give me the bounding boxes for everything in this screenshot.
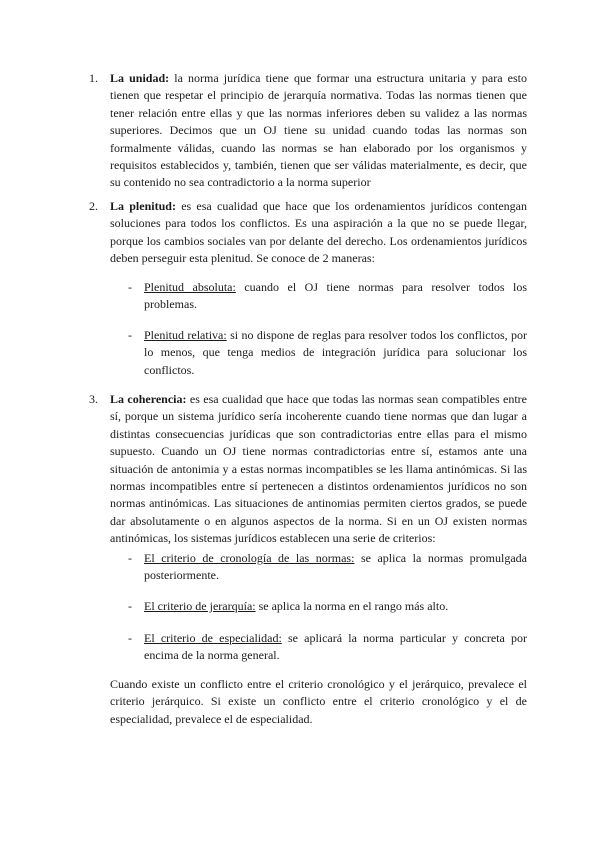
section-paragraph bbox=[110, 198, 527, 268]
section-title: La plenitud: bbox=[110, 199, 176, 213]
list-item-term: El criterio de jerarquía: bbox=[144, 599, 256, 613]
list-item-desc: se aplica la norma en el rango más alto. bbox=[258, 599, 449, 613]
section-title: La unidad: bbox=[110, 71, 170, 85]
section-paragraph bbox=[110, 70, 527, 192]
list-item-term: El criterio de especialidad: bbox=[144, 631, 282, 645]
list-item-criterio-especialidad bbox=[128, 630, 527, 665]
list-item-term: Plenitud absoluta: bbox=[144, 280, 236, 294]
list-item-desc: cuando el OJ tiene normas para resolver todos los problemas. bbox=[144, 280, 528, 312]
closing-paragraph: Cuando existe un conflicto entre el criterio cronológico y el jerárquico, prevalece el criterio jerárquico. Si existe un conflicto entre el criterio cronológico y el de especialidad, prevalece el de especialidad. bbox=[110, 677, 527, 726]
section-text: es esa cualidad que hace que todas las normas sean compatibles entre sí, porque un sistema jurídico sería incoherente cuando tiene normas que dan lugar a distintas consecuencias jurídicas que son contradictorias entre ellas para el mismo supuesto. Cuando un OJ tiene normas contradictorias entre sí, estamos ante una situación de antonimia y a estas normas incompatibles se les llama antinómicas. Si las normas incompatibles entre sí pertenecen a distintos ordenamientos jurídicos no son normas antinómicas. Las situaciones de antinomias permiten ciertos grados, se puede dar absolutamente o en algunos aspectos de la norma. Si en un OJ existen normas antinómicas, los sistemas jurídicos establecen una serie de criterios: bbox=[110, 392, 527, 546]
list-dash: - bbox=[128, 551, 132, 565]
list-item-criterio-jerarquia bbox=[128, 598, 527, 615]
list-item-term: El criterio de cronología de las normas: bbox=[144, 551, 355, 565]
list-item-text bbox=[144, 279, 527, 314]
section-text: la norma jurídica tiene que formar una estructura unitaria y para esto tienen que respetar el principio de jerarquía normativa. Todas las normas tienen que tener relación entre ellas y que las normas inferiores deben su validez a las normas superiores. Decimos que un OJ tiene su unidad cuando todas las normas son formalmente válidas, cuando las normas se han elaborado por los organismos y requisitos establecidos y, también, tienen que ser válidas materialmente, es decir, que su contenido no sea contradictorio a la norma superior bbox=[110, 71, 528, 190]
list-item-term: Plenitud relativa: bbox=[144, 328, 227, 342]
list-item-criterio-cronologia bbox=[128, 550, 527, 585]
list-item-text bbox=[144, 327, 527, 379]
section-title: La coherencia: bbox=[110, 392, 187, 406]
section-number: 2. bbox=[89, 199, 98, 213]
list-dash: - bbox=[128, 328, 132, 342]
list-dash: - bbox=[128, 599, 132, 613]
section-coherencia bbox=[89, 391, 527, 548]
section-paragraph bbox=[110, 391, 527, 548]
list-item-plenitud-absoluta bbox=[128, 279, 527, 314]
list-item-text bbox=[144, 598, 527, 615]
list-dash: - bbox=[128, 631, 132, 645]
list-item-text bbox=[144, 550, 527, 585]
list-item-desc: se aplica la normas promulgada posteriormente. bbox=[144, 551, 527, 583]
list-dash: - bbox=[128, 280, 132, 294]
section-unidad bbox=[89, 70, 527, 192]
list-item-desc: se aplicará la norma particular y concreta por encima de la norma general. bbox=[144, 631, 528, 663]
section-plenitud bbox=[89, 198, 527, 268]
section-number: 3. bbox=[89, 392, 98, 406]
list-item-plenitud-relativa bbox=[128, 327, 527, 379]
list-item-desc: si no dispone de reglas para resolver todos los conflictos, por lo menos, que tenga medios de integración jurídica para solucionar los conflictos. bbox=[144, 328, 528, 377]
section-number: 1. bbox=[89, 71, 98, 85]
section-text: es esa cualidad que hace que los ordenamientos jurídicos contengan soluciones para todos los conflictos. Es una aspiración a la que no se puede llegar, porque los cambios sociales van por delante del derecho. Los ordenamientos jurídicos deben perseguir esta plenitud. Se conoce de 2 maneras: bbox=[110, 199, 527, 266]
list-item-text bbox=[144, 630, 527, 665]
